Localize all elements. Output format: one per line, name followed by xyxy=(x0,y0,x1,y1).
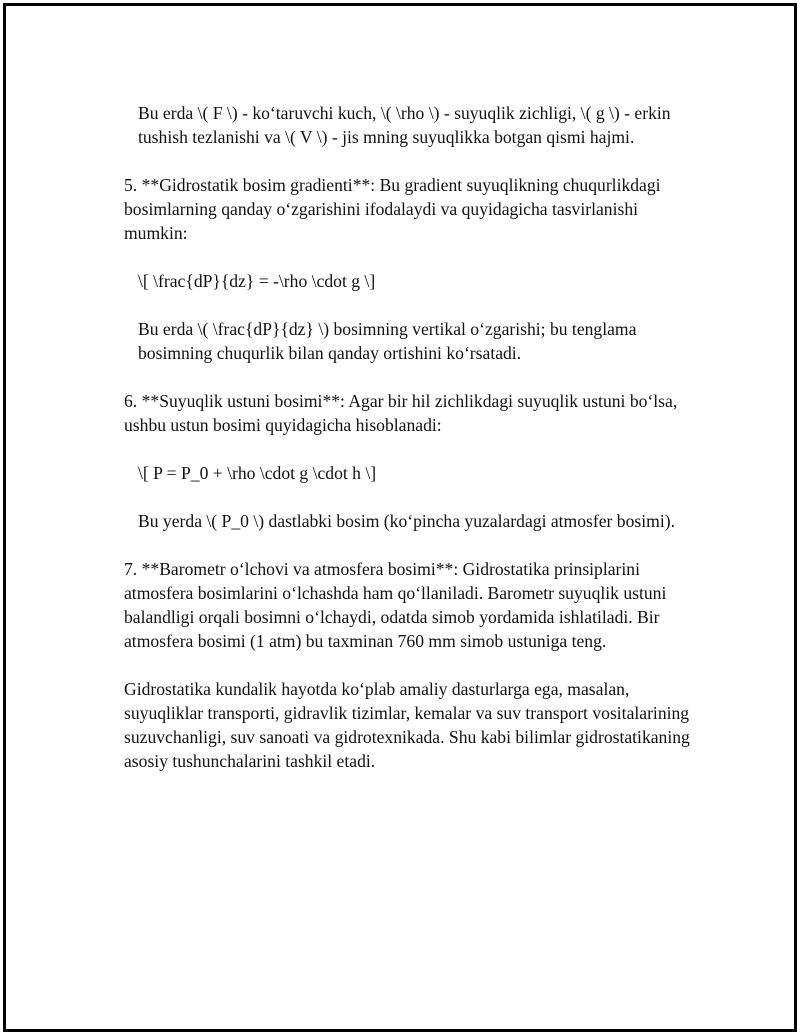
paragraph-conclusion: Gidrostatika kundalik hayotda ko‘plab amaliy dasturlarga ega, masalan, suyuqliklar transporti, gidravlik tizimlar, kemalar va suv transport vositalarining suzuvchanligi, suv sanoati va gidrotexnikada. Shu kabi bilimlar gidrostatikaning asosiy tushunchalarini tashkil etadi. xyxy=(124,679,690,771)
page-frame xyxy=(3,3,797,1032)
paragraph-pressure-gradient: 5. **Gidrostatik bosim gradienti**: Bu gradient suyuqlikning chuqurlikdagi bosimlarning qanday o‘zgarishini ifodalaydi va quyidagicha tasvirlanishi mumkin: xyxy=(124,175,661,243)
paragraph-gradient-explanation: Bu erda \( \frac{dP}{dz} \) bosimning vertikal o‘zgarishi; bu tenglama bosimning chuqurlik bilan qanday ortishini ko‘rsatadi. xyxy=(138,319,637,363)
formula-pressure-gradient: \[ \frac{dP}{dz} = -\rho \cdot g \] xyxy=(138,271,376,291)
paragraph-buoyancy-explanation: Bu erda \( F \) - ko‘taruvchi kuch, \( \rho \) - suyuqlik zichligi, \( g \) - erkin tushish tezlanishi va \( V \) - jis mning suyuqlikka botgan qismi hajmi. xyxy=(138,103,671,147)
paragraph-barometer: 7. **Barometr o‘lchovi va atmosfera bosimi**: Gidrostatika prinsiplarini atmosfera bosimlarini o‘lchashda ham qo‘llaniladi. Barometr suyuqlik ustuni balandligi orqali bosimni o‘lchaydi, odatda simob yordamida ishlatiladi. Bir atmosfera bosimi (1 atm) bu taxminan 760 mm simob ustuniga teng. xyxy=(124,559,667,651)
formula-column-pressure: \[ P = P_0 + \rho \cdot g \cdot h \] xyxy=(138,463,377,483)
paragraph-column-pressure: 6. **Suyuqlik ustuni bosimi**: Agar bir hil zichlikdagi suyuqlik ustuni bo‘lsa, ushbu ustun bosimi quyidagicha hisoblanadi: xyxy=(124,391,678,435)
paragraph-initial-pressure: Bu yerda \( P_0 \) dastlabki bosim (ko‘pincha yuzalardagi atmosfer bosimi). xyxy=(138,511,675,531)
document-body xyxy=(124,101,704,797)
